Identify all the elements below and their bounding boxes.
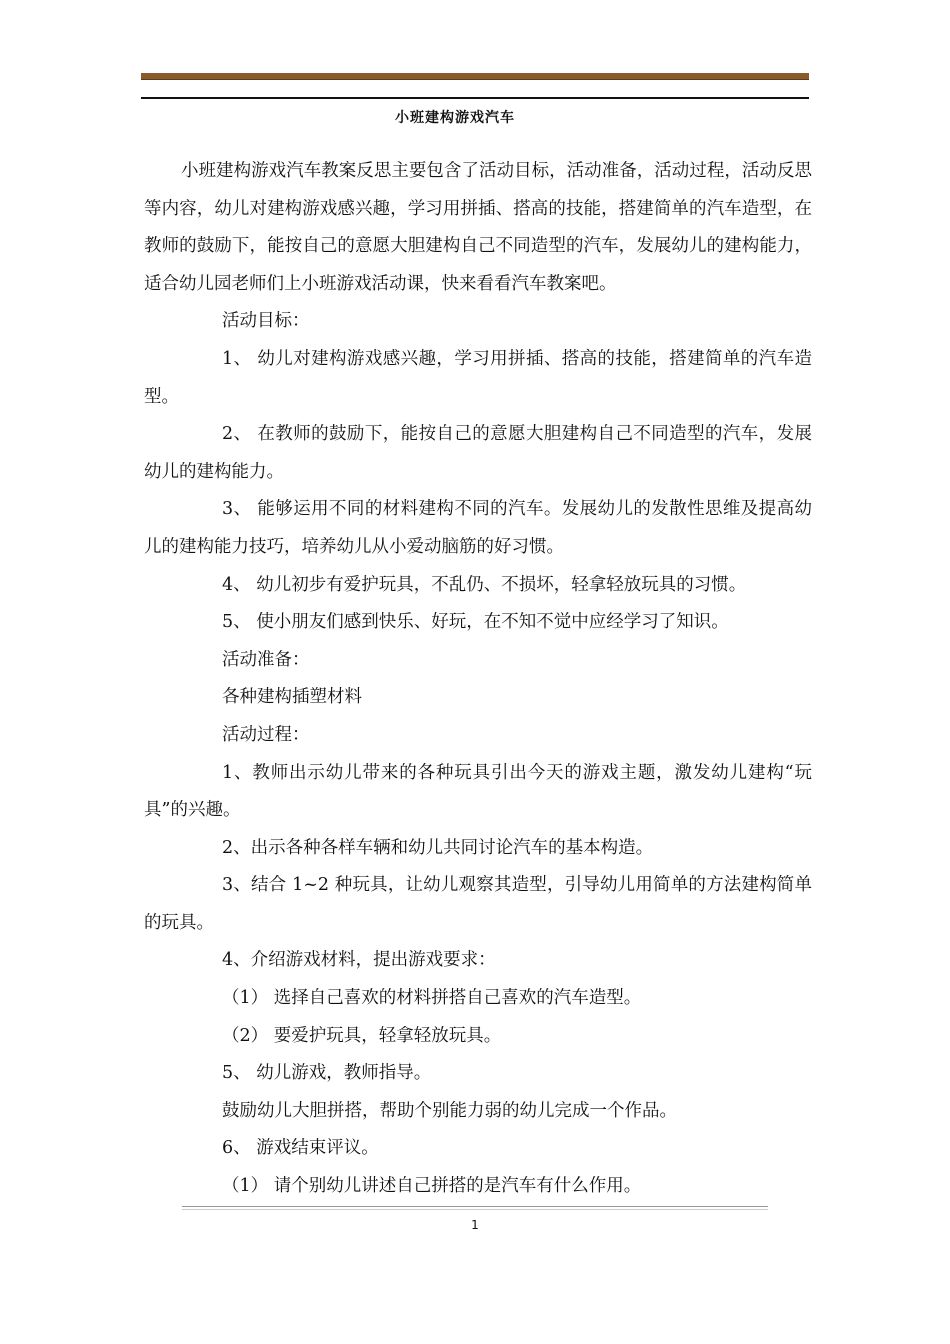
goal-item-2: 2、 在教师的鼓励下，能按自己的意愿大胆建构自己不同造型的汽车，发展幼儿的建构能力。 xyxy=(144,424,812,482)
header-divider xyxy=(141,97,809,99)
header-decorative-rule xyxy=(141,73,809,80)
process-step-3: 3、结合 1~2 种玩具，让幼儿观察其造型，引导幼儿用简单的方法建构简单的玩具。 xyxy=(144,875,812,933)
process-substep-6-1: （1） 请个别幼儿讲述自己拼搭的是汽车有什么作用。 xyxy=(222,1176,642,1197)
goal-item-4: 4、 幼儿初步有爱护玩具，不乱仍、不损坏，轻拿轻放玩具的习惯。 xyxy=(222,574,747,595)
intro-paragraph: 小班建构游戏汽车教案反思主要包含了活动目标，活动准备，活动过程，活动反思等内容，幼儿对建构游戏感兴趣，学习用拼插、搭高的技能，搭建简单的汽车造型，在教师的鼓励下，能按自己的意愿大胆建构自己不同造型的汽车，发展幼儿的建构能力，适合幼儿园老师们上小班游戏活动课，快来看看汽车教案吧。 xyxy=(144,161,812,294)
process-step-5: 5、 幼儿游戏，教师指导。 xyxy=(222,1063,432,1084)
process-step-4: 4、介绍游戏材料，提出游戏要求： xyxy=(222,950,496,971)
page-number: 1 xyxy=(471,1218,479,1232)
process-step-6: 6、 游戏结束评议。 xyxy=(222,1138,379,1159)
preparation-text: 各种建构插塑材料 xyxy=(222,687,362,708)
document-body xyxy=(144,153,812,1206)
footer-divider xyxy=(182,1206,768,1207)
footer-divider-secondary xyxy=(182,1209,768,1210)
goal-item-3: 3、 能够运用不同的材料建构不同的汽车。发展幼儿的发散性思维及提高幼儿的建构能力技巧，培养幼儿从小爱动脑筋的好习惯。 xyxy=(144,499,812,557)
process-step-2: 2、出示各种各样车辆和幼儿共同讨论汽车的基本构造。 xyxy=(222,837,654,858)
document-title: 小班建构游戏汽车 xyxy=(395,110,515,126)
process-step-5-detail: 鼓励幼儿大胆拼搭，帮助个别能力弱的幼儿完成一个作品。 xyxy=(222,1100,677,1121)
goal-item-1: 1、 幼儿对建构游戏感兴趣，学习用拼插、搭高的技能，搭建简单的汽车造型。 xyxy=(144,348,812,407)
section-heading-process: 活动过程： xyxy=(222,724,310,745)
section-heading-goals: 活动目标： xyxy=(222,311,310,332)
goal-item-5: 5、 使小朋友们感到快乐、好玩，在不知不觉中应经学习了知识。 xyxy=(222,612,729,633)
process-substep-4-2: （2） 要爱护玩具，轻拿轻放玩具。 xyxy=(222,1025,502,1046)
process-substep-4-1: （1） 选择自己喜欢的材料拼搭自己喜欢的汽车造型。 xyxy=(222,988,642,1009)
section-heading-preparation: 活动准备： xyxy=(222,649,310,670)
process-step-1: 1、教师出示幼儿带来的各种玩具引出今天的游戏主题，激发幼儿建构“玩具”的兴趣。 xyxy=(144,762,812,821)
